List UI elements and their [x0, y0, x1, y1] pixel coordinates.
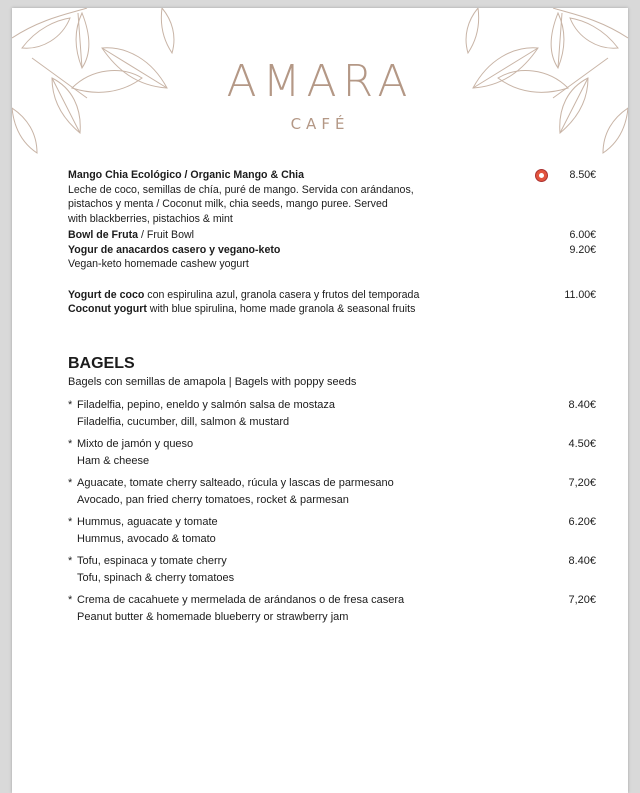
bullet-icon: * — [68, 476, 73, 489]
bullet-icon: * — [68, 515, 73, 528]
bagel-price: 8.40€ — [568, 398, 596, 411]
item-desc-line: pistachos y menta / Coconut milk, chia seeds, mango puree. Served — [68, 198, 388, 210]
bagel-price: 4.50€ — [568, 437, 596, 450]
bagel-name-es: Mixto de jamón y queso — [77, 437, 194, 450]
section-title-bagels: BAGELS — [68, 354, 135, 372]
item-title: Mango Chia Ecológico / Organic Mango & Chia — [68, 169, 305, 181]
item-desc-line: Vegan-keto homemade cashew yogurt — [68, 258, 249, 270]
bagel-price: 6.20€ — [568, 515, 596, 528]
bagel-name-en: Tofu, spinach & cherry tomatoes — [77, 571, 235, 584]
section-subtitle: Bagels con semillas de amapola | Bagels with poppy seeds — [68, 375, 357, 388]
item-title-en: / Fruit Bowl — [138, 229, 194, 241]
bullet-icon: * — [68, 554, 73, 567]
bagel-name-en: Filadelfia, cucumber, dill, salmon & mustard — [77, 415, 290, 428]
bagel-item — [68, 475, 596, 509]
bagel-item — [68, 553, 596, 587]
bullet-icon: * — [68, 398, 73, 411]
item-price: 9.20€ — [569, 243, 596, 256]
item-price: 6.00€ — [569, 229, 596, 241]
item-price: 8.50€ — [569, 169, 596, 181]
bullet-icon: * — [68, 593, 73, 606]
bagel-name-es: Crema de cacahuete y mermelada de arándanos o de fresa casera — [77, 593, 405, 606]
bagel-name-en: Ham & cheese — [77, 454, 150, 467]
bagel-item — [68, 436, 596, 470]
item-price: 11.00€ — [564, 288, 596, 301]
item-title-en: Coconut yogurt — [68, 303, 147, 315]
menu-page — [12, 8, 628, 793]
bagel-name-es: Hummus, aguacate y tomate — [77, 515, 218, 528]
menu-item-coconut-yogurt — [68, 288, 596, 317]
item-desc: con espirulina azul, granola casera y frutos del temporada — [144, 288, 420, 301]
item-desc-line: with blackberries, pistachios & mint — [68, 212, 233, 225]
bagel-item — [68, 592, 596, 626]
item-title: Yogurt de coco — [68, 288, 145, 301]
menu-content — [68, 168, 596, 626]
bagel-name-en: Peanut butter & homemade blueberry or strawberry jam — [77, 610, 349, 623]
menu-item-cashew-yogurt — [68, 243, 596, 272]
bullet-icon: * — [68, 437, 73, 450]
badge-icon — [535, 169, 548, 182]
brand-logo: AMARA — [226, 56, 414, 107]
item-desc-line: Leche de coco, semillas de chía, puré de mango. Servida con arándanos, — [68, 183, 414, 196]
bagel-item — [68, 397, 596, 431]
bagel-price: 7,20€ — [568, 476, 596, 489]
brand-subtitle: CAFÉ — [290, 115, 350, 133]
bagel-price: 8.40€ — [568, 554, 596, 567]
item-title: Bowl de Fruta — [68, 229, 139, 241]
bagel-name-en: Avocado, pan fried cherry tomatoes, rocket & parmesan — [77, 493, 349, 506]
bagel-name-en: Hummus, avocado & tomato — [77, 532, 216, 545]
bagel-name-es: Filadelfia, pepino, eneldo y salmón salsa de mostaza — [77, 398, 336, 411]
bagel-name-es: Tofu, espinaca y tomate cherry — [77, 554, 227, 567]
item-desc-en: with blue spirulina, home made granola & seasonal fruits — [146, 303, 416, 315]
bagel-name-es: Aguacate, tomate cherry salteado, rúcula y lascas de parmesano — [77, 476, 394, 489]
bagel-item — [68, 514, 596, 548]
menu-item-fruit-bowl — [68, 228, 596, 243]
item-title: Yogur de anacardos casero y vegano-keto — [68, 243, 281, 256]
menu-item-mango-chia — [68, 168, 596, 226]
bagel-price: 7,20€ — [568, 593, 596, 606]
